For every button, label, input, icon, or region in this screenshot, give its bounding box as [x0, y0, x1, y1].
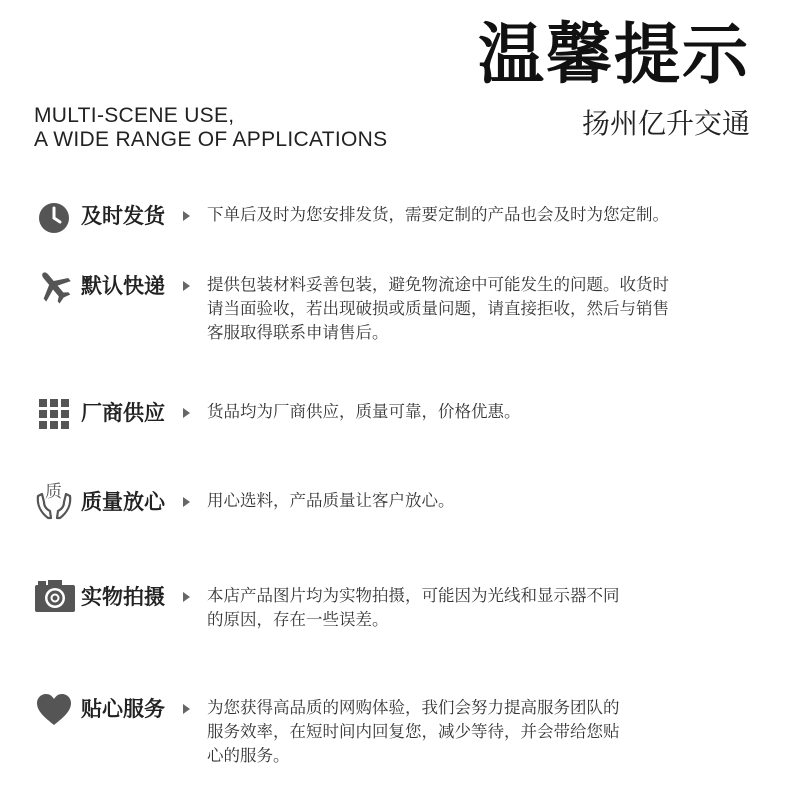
arrow-right-icon — [183, 497, 190, 507]
arrow-right-icon — [183, 592, 190, 602]
arrow-right-icon — [183, 704, 190, 714]
item-label: 实物拍摄 — [81, 585, 165, 609]
english-line-2: A WIDE RANGE OF APPLICATIONS — [34, 128, 388, 151]
item-description: 提供包装材料妥善包装，避免物流途中可能发生的问题。收货时 请当面验收，若出现破损或质量问题，请直接拒收，然后与销售 客服取得联系申请售后。 — [207, 275, 669, 342]
item-label: 默认快递 — [81, 274, 165, 298]
camera-icon — [34, 576, 76, 616]
arrow-right-icon — [183, 281, 190, 291]
heart-icon — [34, 690, 74, 730]
item-label: 厂商供应 — [81, 401, 165, 425]
quality-char: 质 — [45, 482, 62, 502]
arrow-right-icon — [183, 211, 190, 221]
clock-icon — [34, 198, 74, 238]
item-description: 本店产品图片均为实物拍摄，可能因为光线和显示器不同 的原因，存在一些误差。 — [207, 586, 620, 629]
airplane-icon — [34, 266, 74, 306]
item-label: 质量放心 — [81, 490, 165, 514]
item-label: 及时发货 — [81, 204, 165, 228]
item-label: 贴心服务 — [81, 697, 165, 721]
english-line-1: MULTI-SCENE USE, — [34, 104, 235, 127]
item-description: 用心选料，产品质量让客户放心。 — [207, 491, 455, 510]
item-description: 下单后及时为您安排发货，需要定制的产品也会及时为您定制。 — [207, 205, 669, 224]
quality-hands-icon — [34, 478, 74, 524]
item-description: 货品均为厂商供应，质量可靠，价格优惠。 — [207, 402, 521, 421]
item-description: 为您获得高品质的网购体验，我们会努力提高服务团队的 服务效率，在短时间内回复您，减少等待，并会带给您贴 心的服务。 — [207, 698, 620, 765]
english-tagline — [34, 104, 387, 152]
arrow-right-icon — [183, 408, 190, 418]
grid-icon — [34, 394, 74, 434]
company-name: 扬州亿升交通 — [581, 107, 750, 140]
page-title: 温馨提示 — [478, 16, 750, 93]
